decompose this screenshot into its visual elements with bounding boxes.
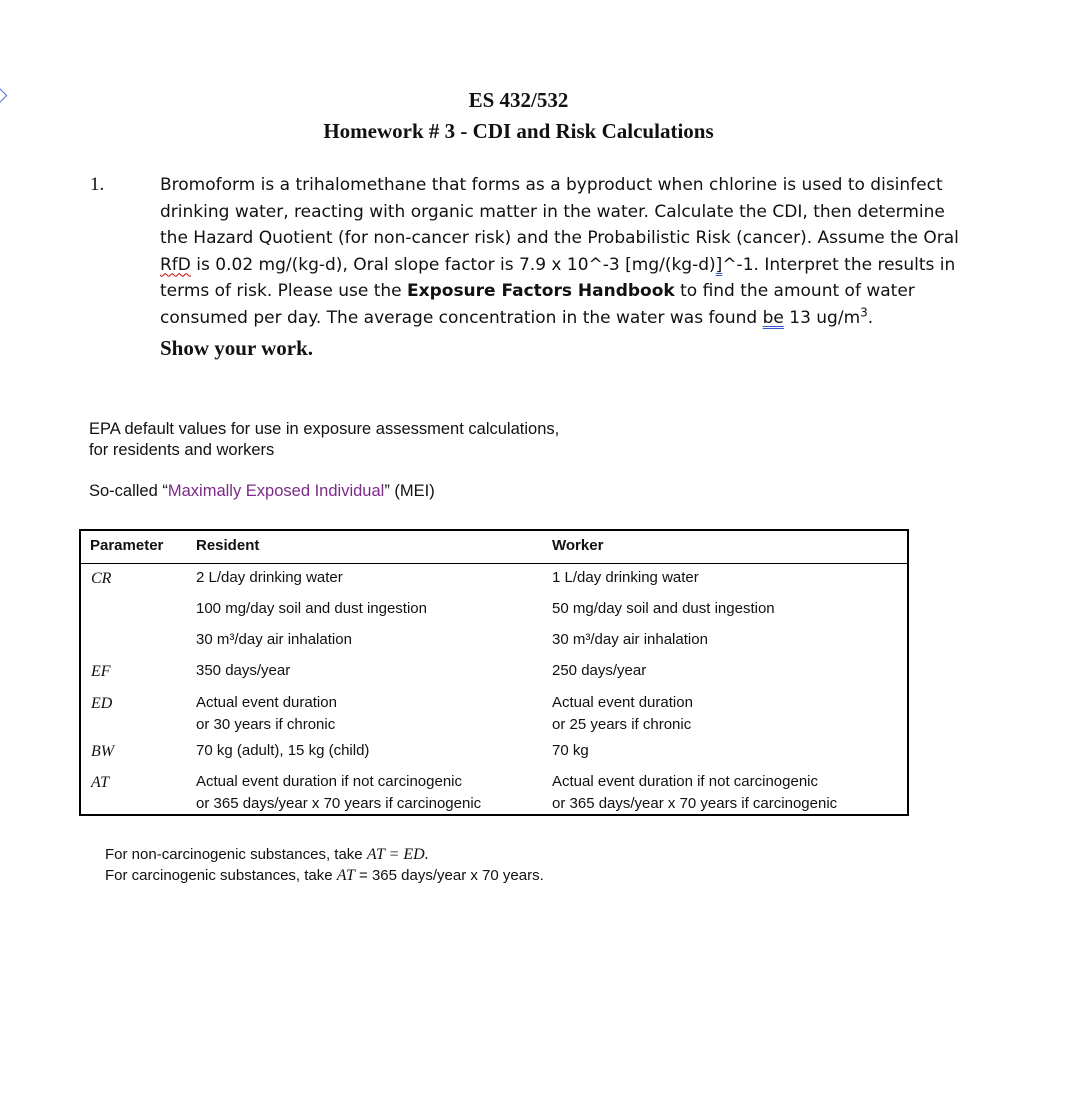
- parameter-table: [79, 529, 909, 816]
- mei-highlight: Maximally Exposed Individual: [167, 482, 385, 500]
- epa-line-2: for residents and workers: [89, 441, 275, 459]
- table-cell: Actual event duration: [552, 694, 693, 711]
- table-cell: 70 kg (adult), 15 kg (child): [196, 742, 370, 759]
- table-cell: 70 kg: [552, 742, 589, 759]
- show-work-instruction: Show your work.: [160, 336, 314, 360]
- header-parameter: Parameter: [90, 537, 164, 554]
- param-bw: BW: [91, 743, 115, 760]
- mei-suffix: ” (MEI): [384, 482, 435, 500]
- question-text: [160, 172, 960, 363]
- table-cell: 2 L/day drinking water: [196, 569, 343, 586]
- question-text-part: to find the amount of water consumed per day. The average concentration in the water was found: [160, 281, 915, 328]
- rfd-term: RfD: [160, 254, 191, 275]
- note-formula: AT = ED.: [366, 846, 429, 863]
- param-cr: CR: [91, 570, 112, 587]
- table-cell: 30 m³/day air inhalation: [552, 631, 708, 648]
- header-worker: Worker: [552, 537, 604, 554]
- table-cell: Actual event duration if not carcinogenic: [196, 773, 462, 790]
- question-number: 1.: [90, 174, 105, 195]
- table-cell: or 30 years if chronic: [196, 716, 336, 733]
- param-ef: EF: [91, 663, 111, 680]
- table-cell: 100 mg/day soil and dust ingestion: [196, 600, 427, 617]
- note-carcinogenic: [105, 865, 544, 886]
- question-text-part: Bromoform is a trihalomethane that forms as a byproduct when chlorine is used to disinfect drinking water, reacting with organic matter in the water. Calculate the CDI, then determine the Hazard Quotient (for non-cancer risk) and the Probabilistic Risk (cancer). Assume the Oral: [160, 175, 959, 248]
- table-cell: or 365 days/year x 70 years if carcinogenic: [196, 795, 482, 812]
- table-cell: Actual event duration: [196, 694, 337, 711]
- table-cell: 250 days/year: [552, 662, 647, 679]
- header-resident: Resident: [196, 537, 260, 554]
- bracket-mark: ]: [715, 254, 723, 275]
- table-cell: 350 days/year: [196, 662, 291, 679]
- be-word: be: [762, 307, 784, 328]
- question-text-part: .: [867, 307, 874, 328]
- title-block: [0, 86, 1075, 146]
- course-code: ES 432/532: [468, 88, 569, 112]
- note-text: = 365 days/year x 70 years.: [354, 867, 544, 884]
- notes: [105, 844, 544, 886]
- table-cell: 30 m³/day air inhalation: [196, 631, 352, 648]
- epa-line-1: EPA default values for use in exposure assessment calculations,: [89, 420, 560, 438]
- table-cell: 50 mg/day soil and dust ingestion: [552, 600, 775, 617]
- param-at: AT: [91, 774, 110, 791]
- page-title: Homework # 3 - CDI and Risk Calculations: [323, 119, 714, 143]
- epa-caption: [89, 419, 559, 461]
- question-text-part: 13 ug/m: [783, 307, 861, 328]
- note-text: For carcinogenic substances, take: [105, 867, 337, 884]
- question-text-part: ^-1. Interpret the results in terms of risk. Please use the: [160, 254, 956, 301]
- table-header: [81, 531, 907, 564]
- note-non-carcinogenic: [105, 844, 544, 865]
- table-cell: or 25 years if chronic: [552, 716, 692, 733]
- mei-caption: [89, 481, 435, 502]
- handbook-reference: Exposure Factors Handbook: [407, 281, 675, 301]
- note-variable: AT: [336, 867, 355, 884]
- table-cell: Actual event duration if not carcinogenic: [552, 773, 818, 790]
- table-cell: or 365 days/year x 70 years if carcinogenic: [552, 795, 838, 812]
- question-text-part: is 0.02 mg/(kg-d), Oral slope factor is 7.9 x 10^-3 [mg/(kg-d): [190, 254, 716, 275]
- table-cell: 1 L/day drinking water: [552, 569, 699, 586]
- note-text: For non-carcinogenic substances, take: [105, 846, 367, 863]
- superscript: 3: [860, 304, 868, 319]
- param-ed: ED: [91, 695, 113, 712]
- mei-prefix: So-called “: [89, 482, 168, 500]
